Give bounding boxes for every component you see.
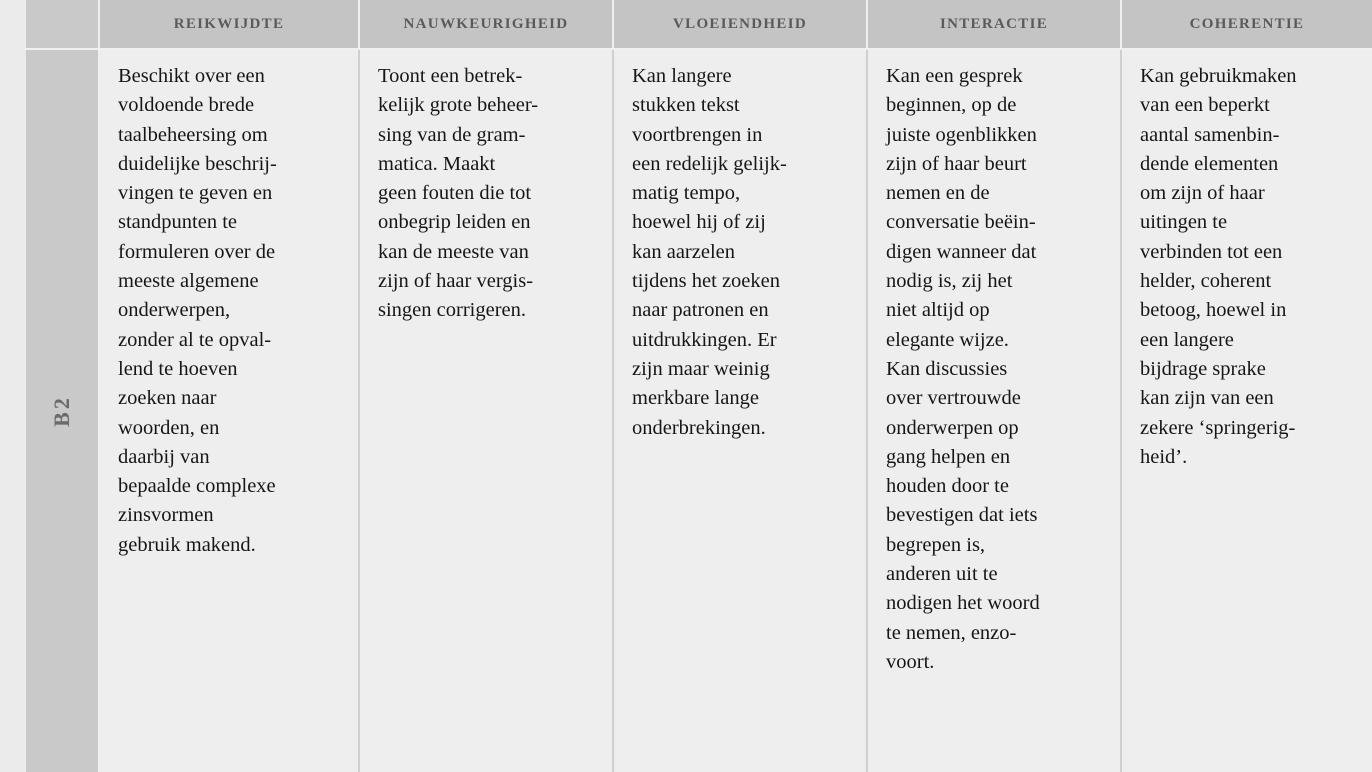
cell-reikwijdte: Beschikt over een voldoende brede taalbeheersing om duidelijke beschrij- vingen te geven en standpunten te formuleren over de meeste algemene onderwerpen, zonder al te opval- lend te hoeven zoeken naar woorden, en daarbij van bepaalde complexe zinsvormen gebruik makend. [100, 50, 360, 772]
cell-nauwkeurigheid: Toont een betrek- kelijk grote beheer- sing van de gram- matica. Maakt geen fouten die tot onbegrip leiden en kan de meeste van zijn of haar vergis- singen corrigeren. [360, 50, 614, 772]
header-reikwijdte: REIKWIJDTE [100, 0, 360, 48]
table-row [100, 50, 1372, 772]
header-coherentie: COHERENTIE [1122, 0, 1372, 48]
table-header-row [100, 0, 1372, 48]
header-vloeiendheid: VLOEIENDHEID [614, 0, 868, 48]
cell-interactie: Kan een gesprek beginnen, op de juiste ogenblikken zijn of haar beurt nemen en de conversatie beëin- digen wanneer dat nodig is, zij het niet altijd op elegante wijze. Kan discussies over vertrouwde onderwerpen op gang helpen en houden door te bevestigen dat iets begrepen is, anderen uit te nodigen het woord te nemen, enzo- voort. [868, 50, 1122, 772]
table-corner-cell [26, 0, 98, 48]
header-interactie: INTERACTIE [868, 0, 1122, 48]
header-nauwkeurigheid: NAUWKEURIGHEID [360, 0, 614, 48]
page-margin [0, 0, 26, 772]
cell-coherentie: Kan gebruikmaken van een beperkt aantal samenbin- dende elementen om zijn of haar uitingen te verbinden tot een helder, coherent betoog, hoewel in een langere bijdrage sprake kan zijn van een zekere ‘springerig- heid’. [1140, 65, 1297, 468]
level-column [26, 50, 98, 772]
cell-vloeiendheid: Kan langere stukken tekst voortbrengen in een redelijk gelijk- matig tempo, hoewel hij of zij kan aarzelen tijdens het zoeken naar patronen en uitdrukkingen. Er zijn maar weinig merkbare lange onderbrekingen. [614, 50, 868, 772]
level-label: B2 [49, 395, 74, 427]
